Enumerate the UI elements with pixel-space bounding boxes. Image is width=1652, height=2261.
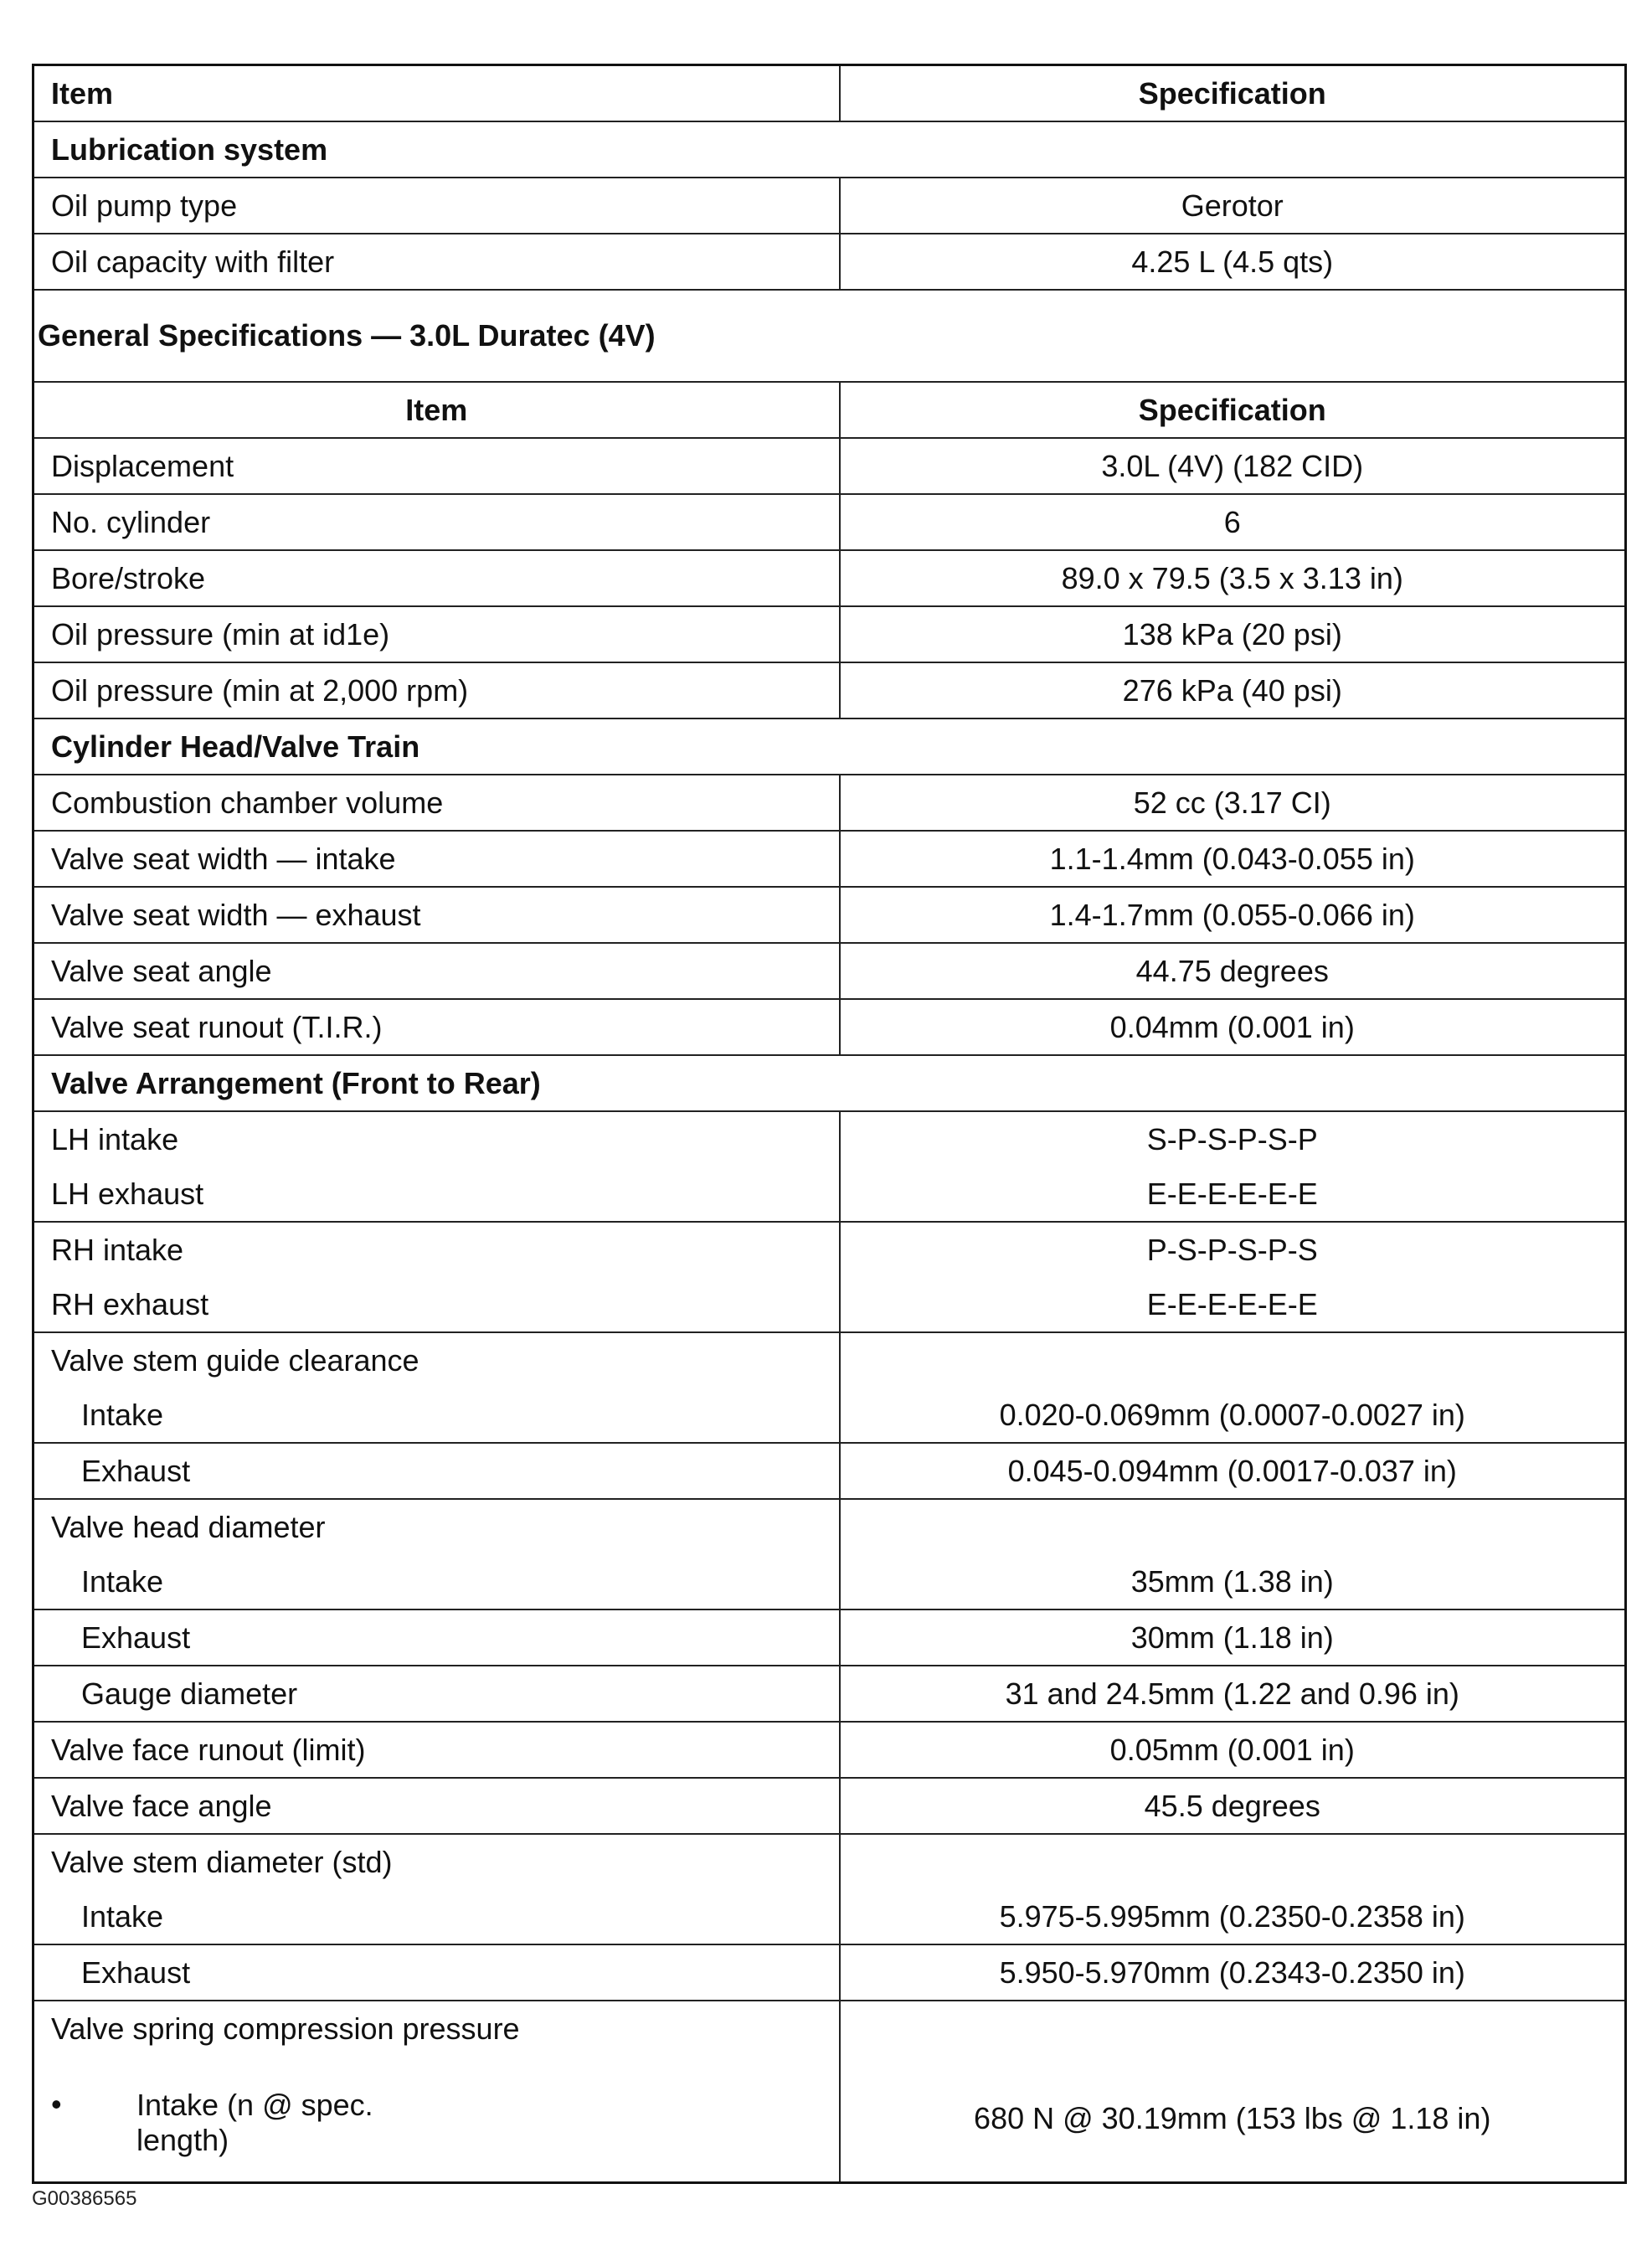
table-row	[33, 775, 1626, 831]
row-spec: 89.0 x 79.5 (3.5 x 3.13 in)	[840, 550, 1626, 606]
table-row	[33, 1722, 1626, 1778]
row-spec: 680 N @ 30.19mm (153 lbs @ 1.18 in)	[840, 2056, 1626, 2183]
row-spec: 52 cc (3.17 CI)	[840, 775, 1626, 831]
row-spec: 6	[840, 494, 1626, 550]
row-spec: 0.04mm (0.001 in)	[840, 999, 1626, 1055]
table-row	[33, 1944, 1626, 2001]
table-row	[33, 1388, 1626, 1443]
row-item: RH exhaust	[33, 1277, 840, 1332]
general-title-row	[33, 290, 1626, 382]
row-item: Valve stem diameter (std)	[33, 1834, 840, 1889]
bullet-item	[51, 2088, 822, 2158]
row-spec: 3.0L (4V) (182 CID)	[840, 438, 1626, 494]
row-spec: 35mm (1.38 in)	[840, 1554, 1626, 1609]
row-item: Valve face angle	[33, 1778, 840, 1834]
row-item: Valve stem guide clearance	[33, 1332, 840, 1388]
table-row	[33, 1554, 1626, 1609]
table-row	[33, 1277, 1626, 1332]
row-spec: 0.020-0.069mm (0.0007-0.0027 in)	[840, 1388, 1626, 1443]
figure-code: G00386565	[32, 2187, 137, 2210]
header-item: Item	[33, 65, 840, 122]
table-header-row	[33, 382, 1626, 438]
row-spec: 276 kPa (40 psi)	[840, 662, 1626, 718]
table-row	[33, 1222, 1626, 1277]
row-item: Oil capacity with filter	[33, 234, 840, 290]
section-title-lubrication: Lubrication system	[33, 121, 1626, 178]
row-spec: P-S-P-S-P-S	[840, 1222, 1626, 1277]
row-item: No. cylinder	[33, 494, 840, 550]
row-item: Oil pump type	[33, 178, 840, 234]
row-item: Bore/stroke	[33, 550, 840, 606]
table-row	[33, 887, 1626, 943]
section-title-valve-arrangement: Valve Arrangement (Front to Rear)	[33, 1055, 1626, 1111]
table-row	[33, 999, 1626, 1055]
row-item: Exhaust	[33, 1443, 840, 1499]
row-item: Valve face runout (limit)	[33, 1722, 840, 1778]
table-row	[33, 494, 1626, 550]
row-spec: 0.045-0.094mm (0.0017-0.037 in)	[840, 1443, 1626, 1499]
table-header-row	[33, 65, 1626, 122]
row-item-bulleted	[33, 2056, 840, 2183]
bullet-icon: •	[51, 2087, 62, 2121]
row-item: LH intake	[33, 1111, 840, 1167]
table-row	[33, 1499, 1626, 1554]
row-spec-empty	[840, 2001, 1626, 2056]
row-spec: E-E-E-E-E-E	[840, 1277, 1626, 1332]
header-specification: Specification	[840, 65, 1626, 122]
row-item: Intake	[33, 1889, 840, 1944]
table-row	[33, 234, 1626, 290]
header-item: Item	[33, 382, 840, 438]
row-item: LH exhaust	[33, 1167, 840, 1222]
table-row	[33, 1167, 1626, 1222]
row-spec: 138 kPa (20 psi)	[840, 606, 1626, 662]
table-row	[33, 1609, 1626, 1666]
row-item: Intake (n @ spec. length)	[136, 2088, 373, 2157]
row-item: Valve head diameter	[33, 1499, 840, 1554]
row-item: Valve seat runout (T.I.R.)	[33, 999, 840, 1055]
row-spec: 1.1-1.4mm (0.043-0.055 in)	[840, 831, 1626, 887]
row-item: Combustion chamber volume	[33, 775, 840, 831]
row-spec: 31 and 24.5mm (1.22 and 0.96 in)	[840, 1666, 1626, 1722]
row-item: Exhaust	[33, 1609, 840, 1666]
table-row	[33, 1834, 1626, 1889]
specifications-table	[32, 64, 1627, 2184]
row-spec: 45.5 degrees	[840, 1778, 1626, 1834]
row-spec: Gerotor	[840, 178, 1626, 234]
table-row	[33, 606, 1626, 662]
table-row	[33, 1111, 1626, 1167]
row-item: Gauge diameter	[33, 1666, 840, 1722]
table-row	[33, 178, 1626, 234]
section-row	[33, 718, 1626, 775]
general-specifications-title: General Specifications — 3.0L Duratec (4V)	[33, 290, 1626, 382]
row-spec: 1.4-1.7mm (0.055-0.066 in)	[840, 887, 1626, 943]
row-item: Valve spring compression pressure	[33, 2001, 840, 2056]
row-item: Intake	[33, 1388, 840, 1443]
row-item: RH intake	[33, 1222, 840, 1277]
row-spec: 0.05mm (0.001 in)	[840, 1722, 1626, 1778]
row-spec: S-P-S-P-S-P	[840, 1111, 1626, 1167]
table-row	[33, 1443, 1626, 1499]
table-row	[33, 550, 1626, 606]
row-spec: 44.75 degrees	[840, 943, 1626, 999]
row-spec-empty	[840, 1499, 1626, 1554]
row-item: Oil pressure (min at 2,000 rpm)	[33, 662, 840, 718]
spec-page	[32, 64, 1626, 2184]
section-row	[33, 1055, 1626, 1111]
header-specification: Specification	[840, 382, 1626, 438]
table-row	[33, 831, 1626, 887]
row-spec: 30mm (1.18 in)	[840, 1609, 1626, 1666]
row-item: Intake	[33, 1554, 840, 1609]
row-spec: 5.950-5.970mm (0.2343-0.2350 in)	[840, 1944, 1626, 2001]
row-spec-empty	[840, 1834, 1626, 1889]
row-item: Valve seat width — intake	[33, 831, 840, 887]
row-item: Exhaust	[33, 1944, 840, 2001]
table-row	[33, 2056, 1626, 2183]
row-item: Displacement	[33, 438, 840, 494]
table-row	[33, 2001, 1626, 2056]
table-row	[33, 1666, 1626, 1722]
row-item: Valve seat width — exhaust	[33, 887, 840, 943]
table-row	[33, 1778, 1626, 1834]
row-spec-empty	[840, 1332, 1626, 1388]
row-spec: 5.975-5.995mm (0.2350-0.2358 in)	[840, 1889, 1626, 1944]
table-row	[33, 662, 1626, 718]
section-title-cylinder-head: Cylinder Head/Valve Train	[33, 718, 1626, 775]
table-row	[33, 1332, 1626, 1388]
row-item: Oil pressure (min at id1e)	[33, 606, 840, 662]
table-row	[33, 438, 1626, 494]
section-row	[33, 121, 1626, 178]
row-spec: 4.25 L (4.5 qts)	[840, 234, 1626, 290]
row-spec: E-E-E-E-E-E	[840, 1167, 1626, 1222]
table-row	[33, 1889, 1626, 1944]
row-item: Valve seat angle	[33, 943, 840, 999]
table-row	[33, 943, 1626, 999]
